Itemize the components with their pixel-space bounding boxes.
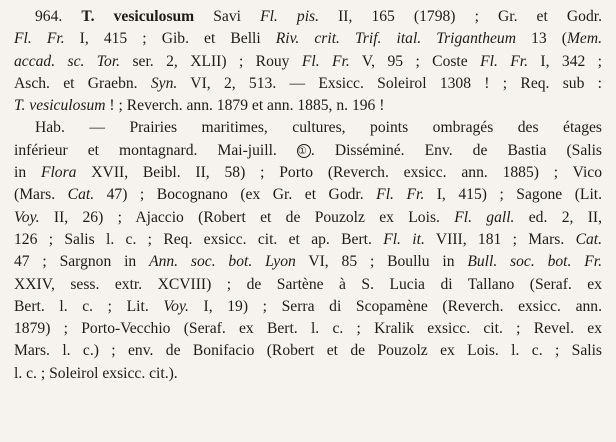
- italic-citation: Cat.: [575, 230, 602, 248]
- habitat-line: [14, 296, 602, 318]
- italic-citation: Fl. gall.: [454, 208, 515, 226]
- text-segment: 1879) ; Porto-Vecchio (Seraf. ex Bert. l. c. ; Kralik exsicc. cit. ; Revel. ex: [14, 320, 602, 338]
- text-segment: . Disséminé. Env. de Bastia (Salis: [310, 141, 602, 159]
- habitat-line: [14, 184, 602, 206]
- habitat-line: [14, 229, 602, 251]
- text-segment: I, 415) ; Sagone (Lit.: [424, 186, 603, 204]
- habitat-line: [14, 162, 602, 184]
- entry-line: [14, 95, 602, 117]
- text-segment: XXIV, sess. extr. XCVIII) ; de Sartène à S. Lucia di Tallano (Seraf. ex: [14, 275, 602, 293]
- text-segment: ser. 2, XLII) ; Rouy: [120, 52, 302, 70]
- text-segment: 964.: [35, 8, 82, 25]
- italic-citation: Fl. Fr.: [376, 186, 425, 204]
- habitat-paragraph: [14, 117, 602, 385]
- italic-citation: Riv. crit. Trif. ital. Trigantheum: [275, 30, 516, 48]
- habitat-line: [14, 274, 602, 296]
- text-segment: VIII, 181 ; Mars.: [424, 230, 576, 248]
- entry-line: [14, 6, 602, 28]
- text-segment: VI, 85 ; Boullu in: [295, 253, 468, 271]
- text-segment: 47 ; Sargnon in: [14, 253, 150, 271]
- text-segment: Asch. et Graebn.: [14, 74, 151, 92]
- habitat-line: [14, 251, 602, 273]
- annual-symbol-icon: ①: [297, 144, 311, 158]
- text-segment: (Mars.: [14, 186, 68, 204]
- text-segment: Savi: [194, 8, 261, 25]
- italic-citation: Cat.: [67, 186, 95, 204]
- text-segment: Mars. l. c.) ; env. de Bonifacio (Robert et de Pouzolz ex Lois. l. c. ; Salis: [14, 342, 602, 360]
- text-segment: in: [14, 164, 41, 182]
- italic-citation: Mem.: [566, 30, 603, 48]
- italic-citation: Voy.: [163, 297, 189, 315]
- text-segment: ed. 2, II,: [514, 208, 602, 226]
- italic-citation: Fl. Fr.: [301, 52, 350, 70]
- text-segment: 13 (: [516, 30, 567, 48]
- text-segment: Bert. l. c. ; Lit.: [14, 297, 164, 315]
- text-segment: II, 165 (1798) ; Gr. et Godr.: [319, 8, 602, 25]
- habitat-line: [14, 363, 602, 385]
- italic-citation: Syn.: [150, 74, 178, 92]
- italic-citation: Flora: [40, 164, 77, 182]
- italic-citation: Voy.: [14, 208, 40, 226]
- italic-citation: Fl. it.: [383, 230, 425, 248]
- species-entry-paragraph: [14, 6, 602, 117]
- habitat-line: [14, 340, 602, 362]
- italic-citation: T. vesiculosum: [14, 97, 106, 115]
- text-segment: Hab. — Prairies maritimes, cultures, points ombragés des étages: [35, 119, 602, 137]
- entry-line: [14, 28, 602, 50]
- italic-citation: Fl. Fr.: [480, 52, 529, 70]
- italic-citation: Fl. Fr.: [14, 30, 65, 48]
- entry-line: [14, 51, 602, 73]
- habitat-line: [14, 117, 602, 139]
- text-segment: l. c. ; Soleirol exsicc. cit.).: [14, 364, 178, 382]
- text-segment: VI, 2, 513. — Exsicc. Soleirol 1308 ! ; Req. sub :: [177, 74, 603, 92]
- text-segment: I, 342 ;: [528, 52, 603, 70]
- text-segment: XVII, Beibl. II, 58) ; Porto (Reverch. exsicc. ann. 1885) ; Vico: [76, 164, 603, 182]
- text-segment: I, 415 ; Gib. et Belli: [64, 30, 276, 48]
- text-segment: I, 19) ; Serra di Scopamène (Reverch. exsicc. ann.: [188, 297, 602, 315]
- entry-line: [14, 73, 602, 95]
- italic-citation: accad. sc. Tor.: [14, 52, 121, 70]
- text-segment: II, 26) ; Ajaccio (Robert et de Pouzolz ex Lois.: [39, 208, 455, 226]
- habitat-line: [14, 207, 602, 229]
- species-name: T. vesiculosum: [81, 8, 195, 25]
- italic-citation: Bull. soc. bot. Fr.: [467, 253, 602, 271]
- text-segment: V, 95 ; Coste: [349, 52, 481, 70]
- text-segment: inférieur et montagnard. Mai-juill.: [14, 141, 297, 159]
- text-segment: 47) ; Bocognano (ex Gr. et Godr.: [94, 186, 377, 204]
- text-segment: ! ; Reverch. ann. 1879 et ann. 1885, n. 196 !: [105, 97, 385, 115]
- italic-citation: Ann. soc. bot. Lyon: [149, 253, 296, 271]
- italic-citation: Fl. pis.: [260, 8, 319, 25]
- habitat-line: [14, 140, 602, 162]
- habitat-line: [14, 318, 602, 340]
- text-segment: 126 ; Salis l. c. ; Req. exsicc. cit. et ap. Bert.: [14, 230, 384, 248]
